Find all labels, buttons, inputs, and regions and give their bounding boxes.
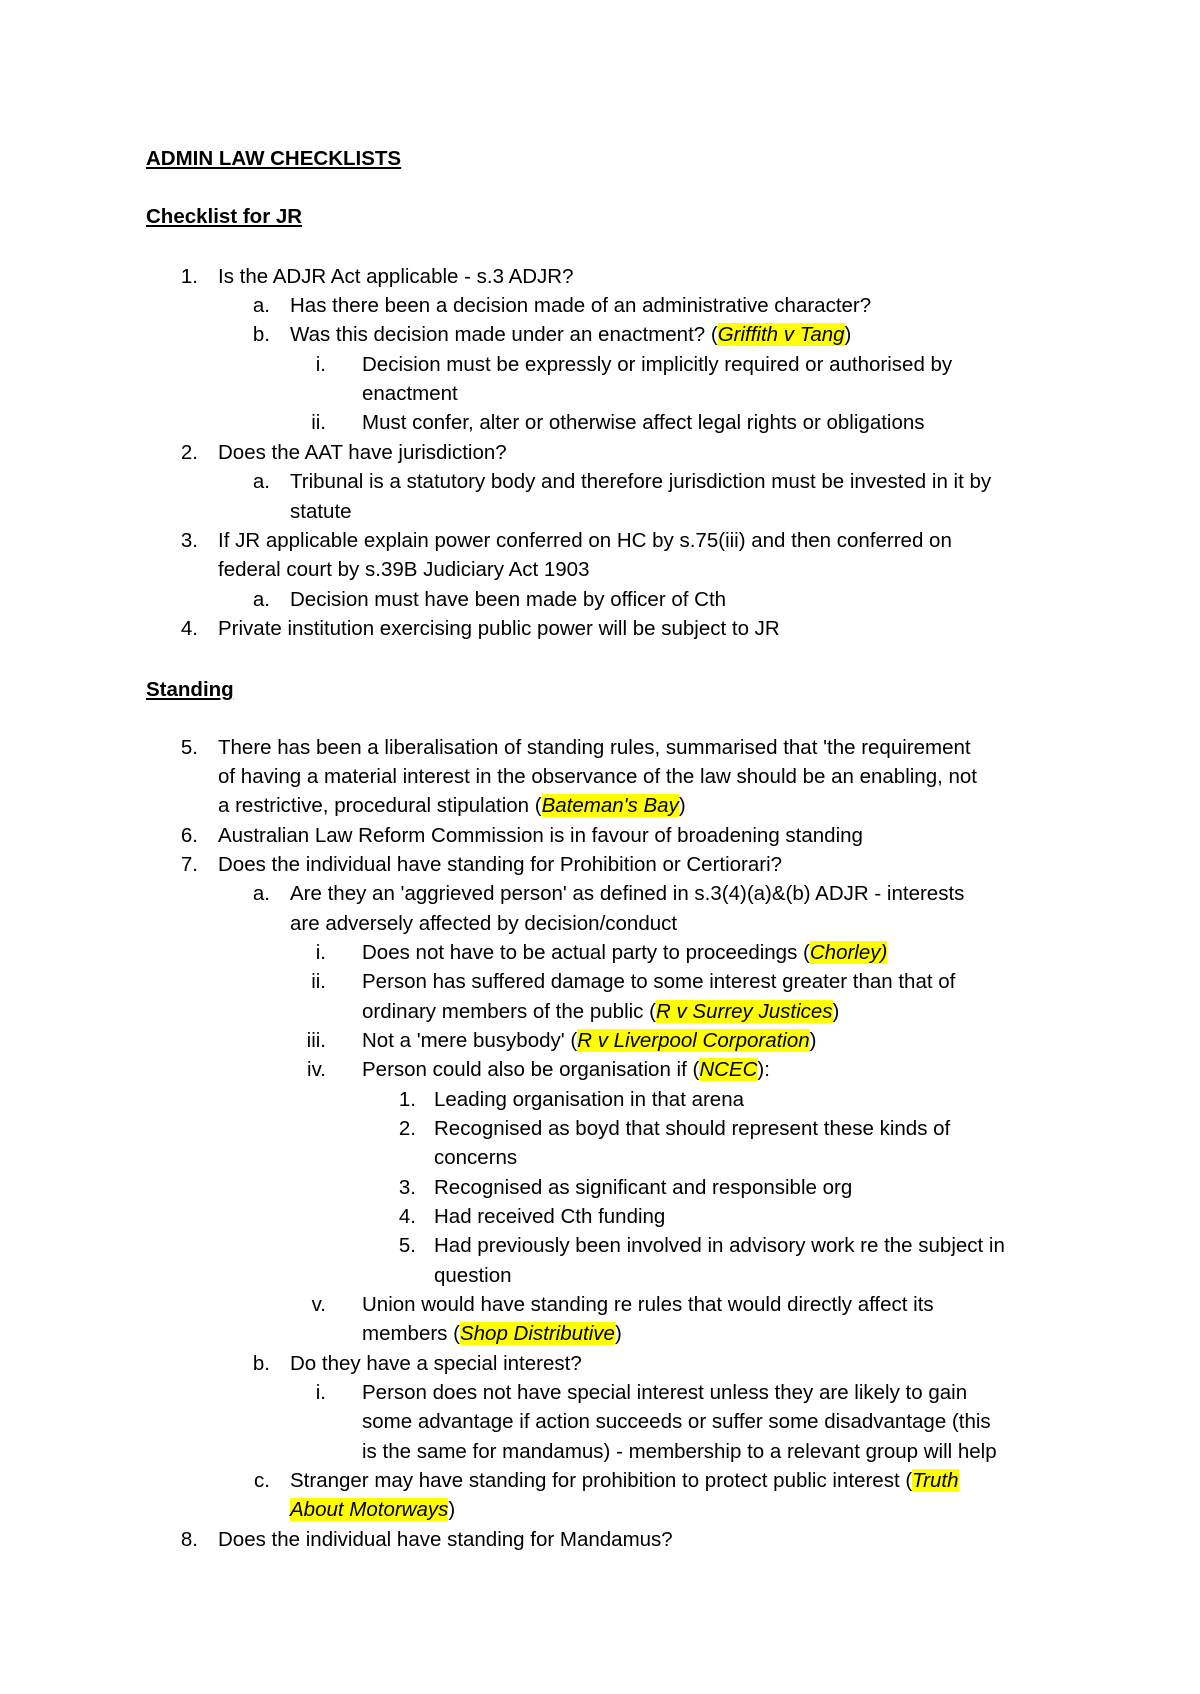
text-segment: Must confer, alter or otherwise affect legal rights or obligations <box>362 411 925 434</box>
list-item-text <box>362 408 925 438</box>
list-item-text <box>218 262 574 292</box>
list-item-continuation <box>218 762 977 792</box>
list-item-text <box>434 1261 512 1291</box>
text-segment: statute <box>290 500 352 523</box>
list-marker: i. <box>315 353 326 376</box>
section-heading-standing: Standing <box>146 678 234 701</box>
text-segment: ) <box>614 1322 622 1345</box>
list-item-continuation <box>362 1407 991 1437</box>
list-item <box>398 1202 666 1232</box>
text-segment: Is the ADJR Act applicable - s.3 ADJR? <box>218 265 574 288</box>
list-item-text <box>218 526 952 556</box>
list-marker: 4. <box>180 617 198 640</box>
list-marker: 5. <box>398 1234 416 1257</box>
list-marker: 5. <box>180 736 198 759</box>
list-item-continuation <box>218 555 589 585</box>
list-item-continuation <box>362 1319 622 1349</box>
list-marker: b. <box>252 1352 270 1375</box>
case-citation-highlight: Griffith v Tang <box>717 323 845 346</box>
case-citation-highlight: R v Surrey Justices <box>655 1000 833 1023</box>
text-segment: Had previously been involved in advisory work re the subject in <box>434 1234 1005 1257</box>
list-item-text <box>362 1319 622 1349</box>
list-item-text <box>434 1085 744 1115</box>
case-citation-highlight: R v Liverpool Corporation <box>577 1029 810 1052</box>
list-item <box>306 1026 817 1056</box>
list-item <box>254 1466 959 1496</box>
list-item <box>180 850 783 880</box>
text-segment: some advantage if action succeeds or suffer some disadvantage (this <box>362 1410 991 1433</box>
list-marker: i. <box>315 1381 326 1404</box>
list-marker: a. <box>252 588 270 611</box>
list-item-continuation <box>434 1261 512 1291</box>
list-item-text <box>362 1378 967 1408</box>
list-item-text <box>218 762 977 792</box>
list-marker: iv. <box>307 1058 326 1081</box>
list-marker: 1. <box>398 1088 416 1111</box>
text-segment: Australian Law Reform Commission is in favour of broadening standing <box>218 824 863 847</box>
list-item <box>398 1231 1005 1261</box>
list-item <box>252 467 992 497</box>
text-segment: Stranger may have standing for prohibition to protect public interest ( <box>290 1469 913 1492</box>
list-item-text <box>290 1349 582 1379</box>
list-marker: 1. <box>180 265 198 288</box>
text-segment: If JR applicable explain power conferred on HC by s.75(iii) and then conferred on <box>218 529 952 552</box>
list-item-text <box>290 1495 455 1525</box>
case-citation-highlight: Truth <box>912 1469 959 1492</box>
text-segment: Has there been a decision made of an administrative character? <box>290 294 872 317</box>
text-segment: question <box>434 1264 512 1287</box>
text-segment: federal court by s.39B Judiciary Act 1903 <box>218 558 590 581</box>
text-segment: ) <box>809 1029 817 1052</box>
list-item <box>180 733 971 763</box>
list-item <box>311 1290 934 1320</box>
list-marker: 3. <box>398 1176 416 1199</box>
list-item <box>311 967 956 997</box>
list-item-continuation <box>290 909 677 939</box>
list-item <box>180 262 574 292</box>
list-item-text <box>362 350 952 380</box>
text-segment: ) <box>678 794 686 817</box>
list-item-continuation <box>434 1143 517 1173</box>
list-item-text <box>290 585 726 615</box>
list-item <box>180 526 952 556</box>
text-segment: Recognised as boyd that should represent these kinds of <box>434 1117 951 1140</box>
list-marker: 3. <box>180 529 198 552</box>
text-segment: Do they have a special interest? <box>290 1352 582 1375</box>
list-item-text <box>290 497 352 527</box>
list-marker: 7. <box>180 853 198 876</box>
text-segment: Does the AAT have jurisdiction? <box>218 441 507 464</box>
list-item <box>307 1055 770 1085</box>
text-segment: Person could also be organisation if ( <box>362 1058 700 1081</box>
list-item <box>252 1349 582 1379</box>
list-marker: a. <box>252 470 270 493</box>
list-marker: a. <box>252 882 270 905</box>
text-segment: Private institution exercising public power will be subject to JR <box>218 617 780 640</box>
text-segment: concerns <box>434 1146 518 1169</box>
text-segment: enactment <box>362 382 458 405</box>
list-item <box>252 320 852 350</box>
list-item-text <box>218 614 780 644</box>
list-item-text <box>290 879 964 909</box>
list-marker: 4. <box>398 1205 416 1228</box>
list-marker: 2. <box>180 441 198 464</box>
text-segment: members ( <box>362 1322 460 1345</box>
list-item <box>180 438 507 468</box>
document-title: ADMIN LAW CHECKLISTS <box>146 147 402 170</box>
text-segment: Does not have to be actual party to proceedings ( <box>362 941 810 964</box>
case-citation-highlight: Shop Distributive <box>459 1322 615 1345</box>
list-item-text <box>290 467 991 497</box>
text-segment: Does the individual have standing for Mandamus? <box>218 1528 673 1551</box>
text-segment: Person does not have special interest unless they are likely to gain <box>362 1381 968 1404</box>
case-citation-highlight: Bateman's Bay <box>541 794 679 817</box>
case-citation-highlight: About Motorways <box>290 1498 449 1521</box>
list-item-text <box>218 791 686 821</box>
list-item <box>315 350 953 380</box>
case-citation-highlight: Chorley) <box>809 941 888 964</box>
text-segment: There has been a liberalisation of standing rules, summarised that 'the requirement <box>218 736 971 759</box>
list-item-text <box>434 1173 852 1203</box>
list-item <box>180 614 780 644</box>
text-segment: Decision must have been made by officer of Cth <box>290 588 727 611</box>
text-segment: ordinary members of the public ( <box>362 1000 656 1023</box>
list-item-text <box>362 1026 816 1056</box>
list-marker: i. <box>315 941 326 964</box>
list-item-text <box>218 438 507 468</box>
list-item <box>252 879 965 909</box>
text-segment: ) <box>844 323 852 346</box>
list-marker: v. <box>311 1293 326 1316</box>
text-segment: Leading organisation in that arena <box>434 1088 745 1111</box>
list-item-text <box>290 1466 959 1496</box>
list-item-text <box>218 821 863 851</box>
list-item <box>311 408 925 438</box>
list-item-text <box>362 967 955 997</box>
list-item-text <box>362 1290 934 1320</box>
text-segment: Decision must be expressly or implicitly required or authorised by <box>362 353 953 376</box>
list-item-text <box>290 909 677 939</box>
text-segment: of having a material interest in the observance of the law should be an enabling, not <box>218 765 977 788</box>
text-segment: Was this decision made under an enactment? ( <box>290 323 718 346</box>
section-heading-checklist-for-jr: Checklist for JR <box>146 205 303 228</box>
list-item-continuation <box>362 379 458 409</box>
list-item-text <box>290 320 851 350</box>
list-item-text <box>434 1202 665 1232</box>
list-item <box>252 585 727 615</box>
text-segment: is the same for mandamus) - membership to a relevant group will help <box>362 1440 997 1463</box>
list-item <box>398 1114 951 1144</box>
text-segment: a restrictive, procedural stipulation ( <box>218 794 542 817</box>
list-item-text <box>434 1143 517 1173</box>
list-item-continuation <box>218 791 686 821</box>
list-marker: ii. <box>311 411 326 434</box>
text-segment: Recognised as significant and responsible org <box>434 1176 853 1199</box>
text-segment: ) <box>832 1000 840 1023</box>
list-item-text <box>434 1114 950 1144</box>
list-marker: 2. <box>398 1117 416 1140</box>
text-segment: Tribunal is a statutory body and therefore jurisdiction must be invested in it by <box>290 470 992 493</box>
text-segment: ) <box>448 1498 456 1521</box>
list-item-text <box>218 850 782 880</box>
text-segment: Person has suffered damage to some interest greater than that of <box>362 970 956 993</box>
list-item <box>252 291 872 321</box>
list-marker: 6. <box>180 824 198 847</box>
list-item <box>180 821 863 851</box>
list-item-text <box>362 1437 997 1467</box>
list-item-text <box>218 733 971 763</box>
list-marker: ii. <box>311 970 326 993</box>
list-marker: iii. <box>306 1029 326 1052</box>
list-item-text <box>362 1407 991 1437</box>
list-marker: c. <box>254 1469 270 1492</box>
text-segment: Union would have standing re rules that would directly affect its <box>362 1293 934 1316</box>
list-item-text <box>218 1525 673 1555</box>
list-item <box>398 1173 853 1203</box>
list-marker: a. <box>252 294 270 317</box>
list-item-text <box>362 379 458 409</box>
list-item-continuation <box>362 1437 997 1467</box>
text-segment: are adversely affected by decision/conduct <box>290 912 678 935</box>
list-item-text <box>290 291 871 321</box>
list-item <box>315 1378 968 1408</box>
text-segment: Had received Cth funding <box>434 1205 666 1228</box>
list-item-text <box>218 555 589 585</box>
text-segment: Not a 'mere busybody' ( <box>362 1029 578 1052</box>
list-marker: 8. <box>180 1528 198 1551</box>
text-segment: Are they an 'aggrieved person' as defined in s.3(4)(a)&(b) ADJR - interests <box>290 882 965 905</box>
text-segment: Does the individual have standing for Prohibition or Certiorari? <box>218 853 783 876</box>
text-segment: ): <box>757 1058 770 1081</box>
list-item-continuation <box>290 1495 455 1525</box>
case-citation-highlight: NCEC <box>699 1058 758 1081</box>
list-item-text <box>362 1055 770 1085</box>
list-item-text <box>362 997 839 1027</box>
list-item-continuation <box>290 497 352 527</box>
list-item <box>315 938 888 968</box>
list-item-text <box>362 938 887 968</box>
list-item <box>180 1525 673 1555</box>
list-marker: b. <box>252 323 270 346</box>
list-item-text <box>434 1231 1005 1261</box>
list-item <box>398 1085 745 1115</box>
list-item-continuation <box>362 997 839 1027</box>
